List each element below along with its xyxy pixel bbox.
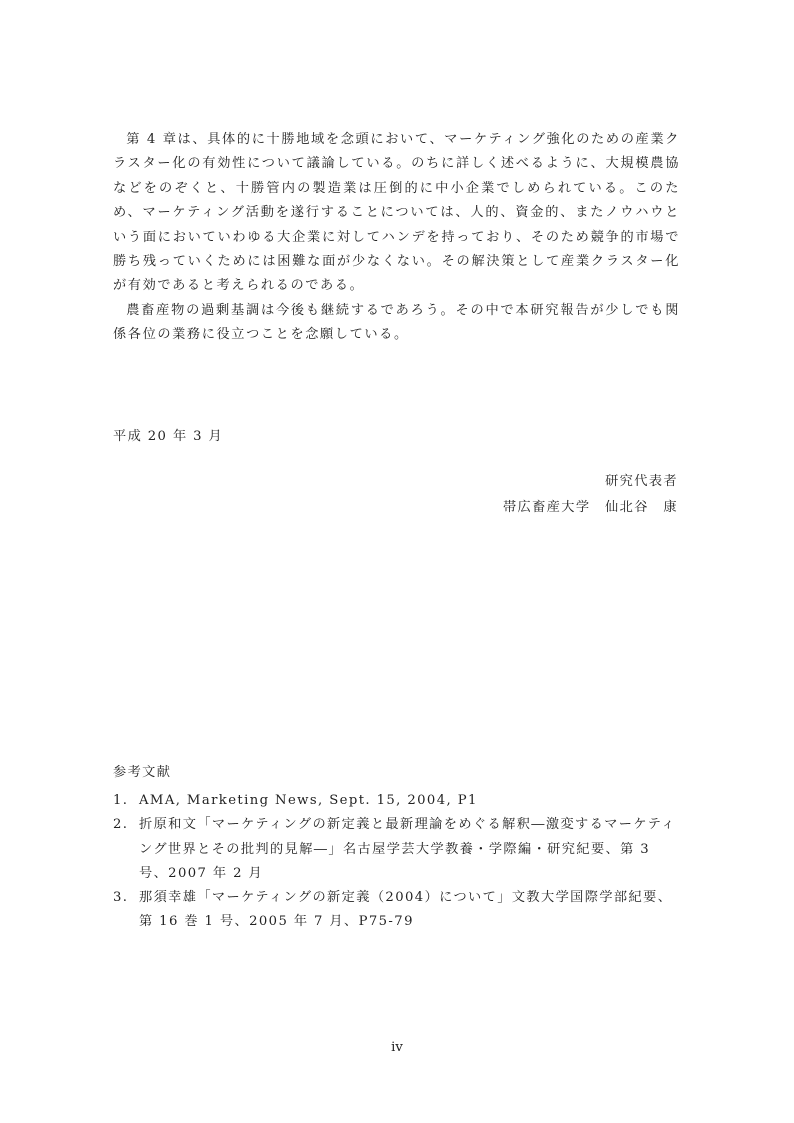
signature-name: 帯広畜産大学 仙北谷 康 [502, 500, 678, 515]
body-paragraph-2: 農畜産物の過剰基調は今後も継続するであろう。その中で本研究報告が少しでも関係各位の業務に役立つことを念願している。 [113, 302, 680, 343]
reference-item [113, 813, 683, 886]
body-text [113, 128, 680, 348]
references-list [113, 789, 683, 934]
references-section [113, 761, 683, 934]
reference-text: AMA, Marketing News, Sept. 15, 2004, P1 [139, 793, 478, 809]
reference-item [113, 886, 683, 934]
signature-title: 研究代表者 [605, 474, 678, 489]
reference-number: 1. [113, 793, 129, 809]
reference-item [113, 789, 683, 813]
reference-text: 那須幸雄「マーケティングの新定義（2004）について」文教大学国際学部紀要、第 16 巻 1 号、2005 年 7 月、P75-79 [139, 890, 673, 930]
reference-number: 2. [113, 817, 129, 833]
reference-number: 3. [113, 890, 129, 906]
date-line: 平成 20 年 3 月 [113, 429, 224, 444]
reference-text: 折原和文「マーケティングの新定義と最新理論をめぐる解釈―激変するマーケティング世界とその批判的見解―」名古屋学芸大学教養・学際編・研究紀要、第 3 号、2007 年 2 月 [139, 817, 676, 881]
references-heading: 参考文献 [113, 765, 172, 780]
page-number: iv [391, 1040, 403, 1055]
body-paragraph-1: 第 4 章は、具体的に十勝地域を念頭において、マーケティング強化のための産業クラスター化の有効性について議論している。のちに詳しく述べるように、大規模農協などをのぞくと、十勝管内の製造業は圧倒的に中小企業でしめられている。このため、マーケティング活動を遂行することについては、人的、資金的、またノウハウという面においていわゆる大企業に対してハンデを持っており、そのため競争的市場で勝ち残っていくためには困難な面が少なくない。その解決策として産業クラスター化が有効であると考えられるのである。 [113, 132, 680, 294]
